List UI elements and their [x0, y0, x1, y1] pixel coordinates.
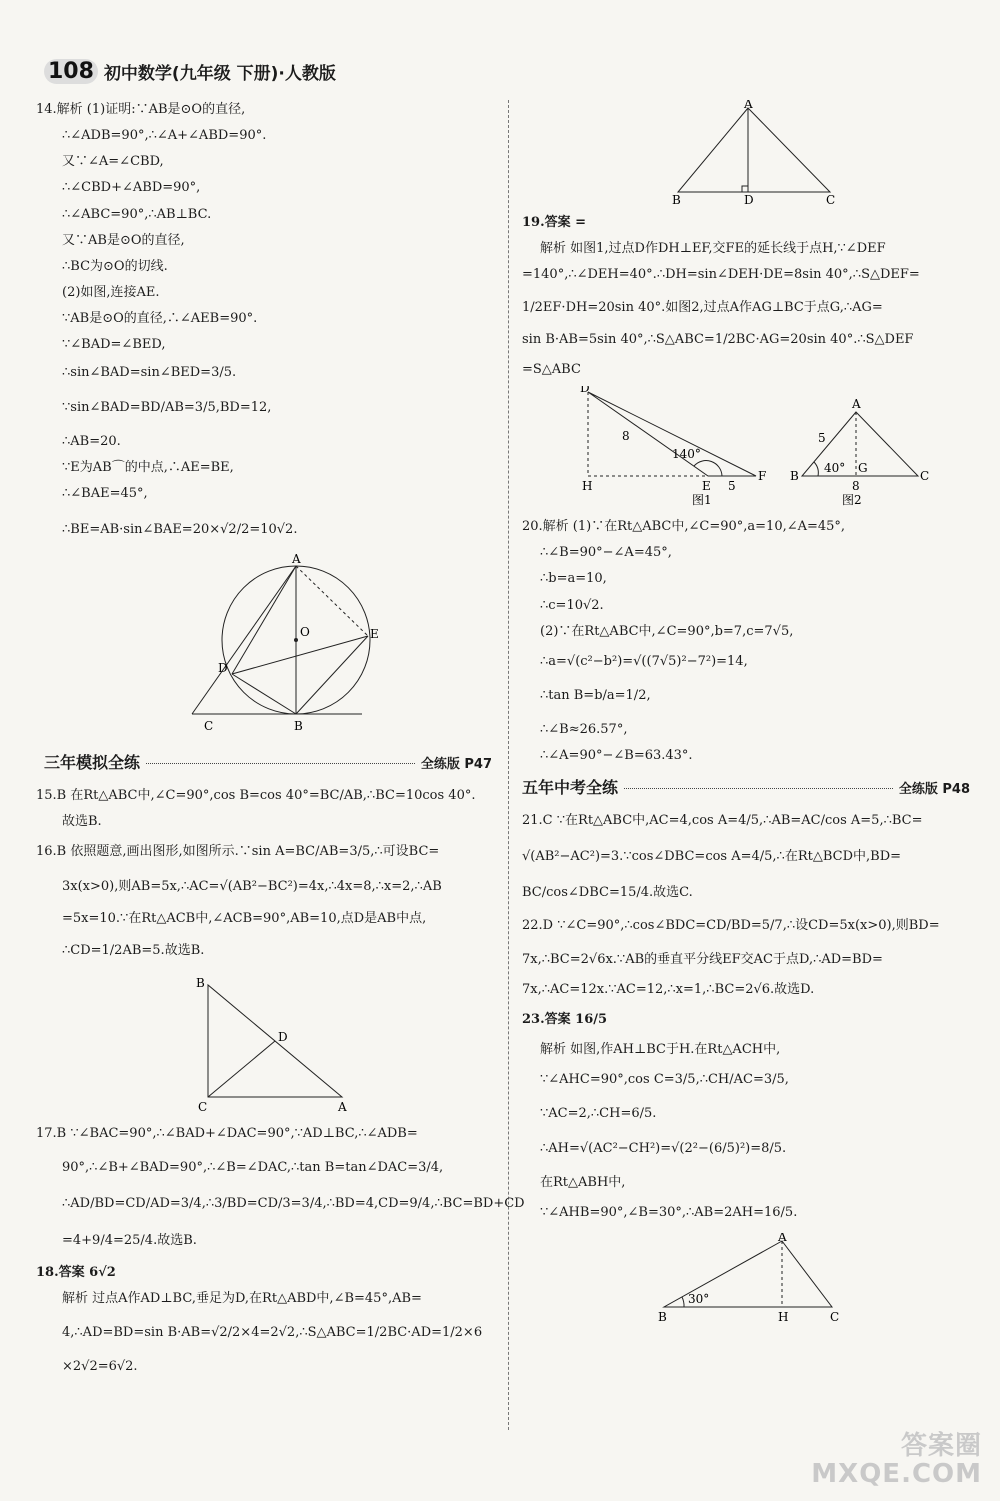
- q20-line: ∴∠B≈26.57°,: [540, 722, 628, 738]
- watermark: [811, 1432, 982, 1489]
- label-c: C: [204, 719, 214, 734]
- label-g: G: [858, 460, 868, 475]
- q18-line: 解析 过点A作AD⊥BC,垂足为D,在Rt△ABD中,∠B=45°,AB=: [62, 1290, 422, 1306]
- q17-line: 90°,∴∠B+∠BAD=90°,∴∠B=∠DAC,∴tan B=tan∠DAC=3/4,: [62, 1160, 444, 1176]
- label-a: A: [852, 396, 861, 411]
- label-h: H: [778, 1310, 789, 1324]
- circle-figure-14: [182, 554, 402, 734]
- label-a: A: [338, 1100, 347, 1114]
- angle-arc-40: [814, 462, 818, 476]
- section-five-year: [522, 776, 970, 801]
- q14-line: ∴∠CBD+∠ABD=90°,: [62, 180, 201, 196]
- q20-line: ∴b=a=10,: [540, 571, 607, 587]
- q18-line: 4,∴AD=BD=sin B·AB=√2/2×4=2√2,∴S△ABC=1/2BC·AD=1/2×6: [62, 1325, 483, 1341]
- label-8: 8: [622, 428, 630, 443]
- caption-fig2: 图2: [842, 492, 862, 506]
- caption-fig1: 图1: [692, 492, 712, 506]
- section-three-year: [44, 751, 492, 776]
- triangle-def: [588, 392, 756, 476]
- label-a: A: [778, 1233, 787, 1245]
- question-19: [522, 213, 970, 380]
- q21-line: 21.C ∵在Rt△ABC中,AC=4,cos A=4/5,∴AB=AC/cos A=5,∴BC=: [522, 813, 923, 829]
- label-d: D: [218, 661, 228, 676]
- q18-line: ×2√2=6√2.: [62, 1359, 138, 1375]
- triangle-abc: [678, 108, 830, 192]
- question-18: [36, 1263, 492, 1378]
- segment-ad: [232, 566, 296, 674]
- q17-line: 17.B ∵∠BAC=90°,∴∠BAD+∠DAC=90°,∵AD⊥BC,∴∠ADB=: [36, 1126, 418, 1142]
- label-d: D: [744, 193, 754, 206]
- right-column: [522, 100, 970, 1330]
- label-f: F: [758, 468, 767, 483]
- q14-line: ∴sin∠BAD=sin∠BED=3/5.: [62, 365, 237, 381]
- q23-line: 23.答案 16/5: [522, 1012, 608, 1028]
- q14-line: ∴BE=AB·sin∠BAE=20×√2/2=10√2.: [62, 522, 298, 538]
- segment-de: [232, 636, 368, 674]
- label-b: B: [790, 468, 799, 483]
- label-c: C: [198, 1100, 208, 1114]
- question-16: [36, 842, 492, 961]
- q14-line: ∴AB=20.: [62, 433, 121, 449]
- q23-line: ∵∠AHB=90°,∠B=30°,∴AB=2AH=16/5.: [540, 1204, 798, 1220]
- label-e: E: [370, 627, 379, 642]
- segment-db: [232, 674, 296, 714]
- label-c: C: [826, 193, 836, 206]
- page-number: 108: [44, 59, 98, 84]
- segment-ac: [192, 566, 296, 714]
- q14-line: 又∵AB是⊙O的直径,: [62, 232, 185, 248]
- q22-line: 7x,∴AC=12x.∵AC=12,∴x=1,∴BC=2√6.故选D.: [522, 981, 815, 997]
- q16-line: 3x(x>0),则AB=5x,∴AC=√(AB²−BC²)=4x,∴4x=8,∴x=2,∴AB: [62, 878, 442, 894]
- section-dots: [146, 763, 415, 764]
- q14-line: ∵E为AB⌒的中点,∴AE=BE,: [62, 459, 234, 475]
- label-30: 30°: [688, 1292, 710, 1307]
- label-h: H: [582, 478, 593, 493]
- label-b: B: [672, 193, 681, 206]
- label-b: B: [658, 1310, 667, 1324]
- q14-line: ∴BC为⊙O的切线.: [62, 258, 168, 274]
- label-c: C: [920, 468, 930, 483]
- section-ref: 全练版 P48: [898, 782, 970, 798]
- q23-line: 解析 如图,作AH⊥BC于H.在Rt△ACH中,: [540, 1042, 781, 1058]
- watermark-line2: MXQE.COM: [811, 1459, 982, 1490]
- book-title: 初中数学(九年级 下册)·人教版: [103, 63, 336, 84]
- page-header: [44, 54, 336, 88]
- question-15: [36, 786, 492, 832]
- label-e: E: [702, 478, 711, 493]
- triangle-figure-top: [662, 100, 882, 206]
- q19-line: sin B·AB=5sin 40°,∴S△ABC=1/2BC·AG=20sin 40°.∴S△DEF: [522, 331, 914, 347]
- q20-line: ∴∠B=90°−∠A=45°,: [540, 545, 672, 561]
- section-ref: 全练版 P47: [420, 757, 492, 773]
- q19-line: 1/2EF·DH=20sin 40°.如图2,过点A作AG⊥BC于点G,∴AG=: [522, 299, 883, 315]
- label-a: A: [292, 554, 301, 567]
- q19-line: =S△ABC: [522, 361, 581, 377]
- q23-line: ∵AC=2,∴CH=6/5.: [540, 1106, 657, 1122]
- q20-line: ∴∠A=90°−∠B=63.43°.: [540, 748, 693, 764]
- right-angle-mark: [742, 186, 748, 192]
- q21-line: √(AB²−AC²)=3.∵cos∠DBC=cos A=4/5,∴在Rt△BCD中,BD=: [522, 849, 902, 865]
- q14-line: 又∵∠A=∠CBD,: [62, 154, 164, 170]
- label-c: C: [830, 1310, 840, 1324]
- angle-arc-140: [694, 461, 722, 476]
- q23-line: ∵∠AHC=90°,cos C=3/5,∴CH/AC=3/5,: [540, 1072, 789, 1088]
- q14-line: ∵sin∠BAD=BD/AB=3/5,BD=12,: [62, 399, 272, 415]
- triangle-figure-16: [192, 973, 372, 1113]
- median-cd: [208, 1041, 275, 1097]
- q23-line: 在Rt△ABH中,: [540, 1174, 626, 1190]
- q14-line: ∴∠ADB=90°,∴∠A+∠ABD=90°.: [62, 128, 267, 144]
- q16-line: ∴CD=1/2AB=5.故选B.: [62, 942, 205, 958]
- watermark-line1: 答案圈: [900, 1430, 982, 1461]
- label-a: A: [744, 100, 753, 111]
- q14-line: ∵AB是⊙O的直径,∴∠AEB=90°.: [62, 311, 258, 327]
- section-title: 五年中考全练: [522, 778, 619, 798]
- q14-line: ∵∠BAD=∠BED,: [62, 337, 166, 353]
- column-divider: [508, 100, 509, 1430]
- question-23: [522, 1010, 970, 1223]
- center-point: [294, 638, 298, 642]
- q20-line: ∴a=√(c²−b²)=√((7√5)²−7²)=14,: [540, 653, 748, 669]
- q20-line: ∴tan B=b/a=1/2,: [540, 687, 651, 703]
- question-17: [36, 1124, 525, 1251]
- q16-line: 16.B 依照题意,画出图形,如图所示.∵sin A=BC/AB=3/5,∴可设BC=: [36, 844, 440, 860]
- q20-line: ∴c=10√2.: [540, 597, 604, 613]
- q23-line: ∴AH=√(AC²−CH²)=√(2²−(6/5)²)=8/5.: [540, 1140, 787, 1156]
- label-d: D: [580, 385, 590, 395]
- label-o: O: [300, 625, 310, 640]
- section-title: 三年模拟全练: [44, 753, 141, 773]
- label-140: 140°: [672, 446, 701, 461]
- label-d: D: [278, 1030, 288, 1045]
- q15-line: 15.B 在Rt△ABC中,∠C=90°,cos B=cos 40°=BC/AB,∴BC=10cos 40°.: [36, 788, 476, 804]
- left-column: [36, 100, 525, 1383]
- label-5: 5: [728, 478, 736, 493]
- q16-line: =5x=10.∵在Rt△ACB中,∠ACB=90°,AB=10,点D是AB中点,: [62, 910, 427, 926]
- q22-line: 22.D ∵∠C=90°,∴cos∠BDC=CD/BD=5/7,∴设CD=5x(x>0),则BD=: [522, 917, 940, 933]
- q19-line: 解析 如图1,过点D作DH⊥EF,交FE的延长线于点H,∵∠DEF: [540, 241, 886, 257]
- q17-line: =4+9/4=25/4.故选B.: [62, 1232, 197, 1248]
- q14-line: 14.解析 (1)证明:∵AB是⊙O的直径,: [36, 102, 246, 117]
- question-20: [522, 517, 970, 766]
- angle-arc-30: [682, 1297, 684, 1307]
- triangle-figure-23: [652, 1233, 872, 1323]
- question-14: [36, 100, 492, 540]
- q19-line: =140°,∴∠DEH=40°.∴DH=sin∠DEH·DE=8sin 40°,∴S△DEF=: [522, 267, 920, 283]
- label-b: B: [196, 976, 205, 991]
- q19-line: 19.答案 =: [522, 215, 587, 231]
- q14-line: (2)如图,连接AE.: [62, 284, 160, 300]
- q14-line: ∴∠ABC=90°,∴AB⊥BC.: [62, 206, 212, 222]
- label-5b: 5: [818, 430, 826, 445]
- q17-line: ∴AD/BD=CD/AD=3/4,∴3/BD=CD/3=3/4,∴BD=4,CD=9/4,∴BC=BD+CD: [62, 1196, 525, 1212]
- label-8b: 8: [852, 478, 860, 493]
- q15-line: 故选B.: [62, 814, 102, 830]
- question-21: [522, 811, 970, 903]
- section-dots: [624, 788, 893, 789]
- segment-be: [296, 636, 368, 714]
- q14-line: ∴∠BAE=45°,: [62, 485, 148, 501]
- q20-line: 20.解析 (1)∵在Rt△ABC中,∠C=90°,a=10,∠A=45°,: [522, 519, 846, 535]
- question-22: [522, 916, 970, 1000]
- figures-19: [562, 386, 982, 506]
- q22-line: 7x,∴BC=2√6x.∵AB的垂直平分线EF交AC于点D,∴AD=BD=: [522, 951, 883, 967]
- q20-line: (2)∵在Rt△ABC中,∠C=90°,b=7,c=7√5,: [540, 623, 794, 639]
- q18-line: 18.答案 6√2: [36, 1264, 116, 1280]
- label-40: 40°: [824, 460, 846, 475]
- label-b: B: [294, 719, 303, 734]
- q21-line: BC/cos∠DBC=15/4.故选C.: [522, 885, 693, 901]
